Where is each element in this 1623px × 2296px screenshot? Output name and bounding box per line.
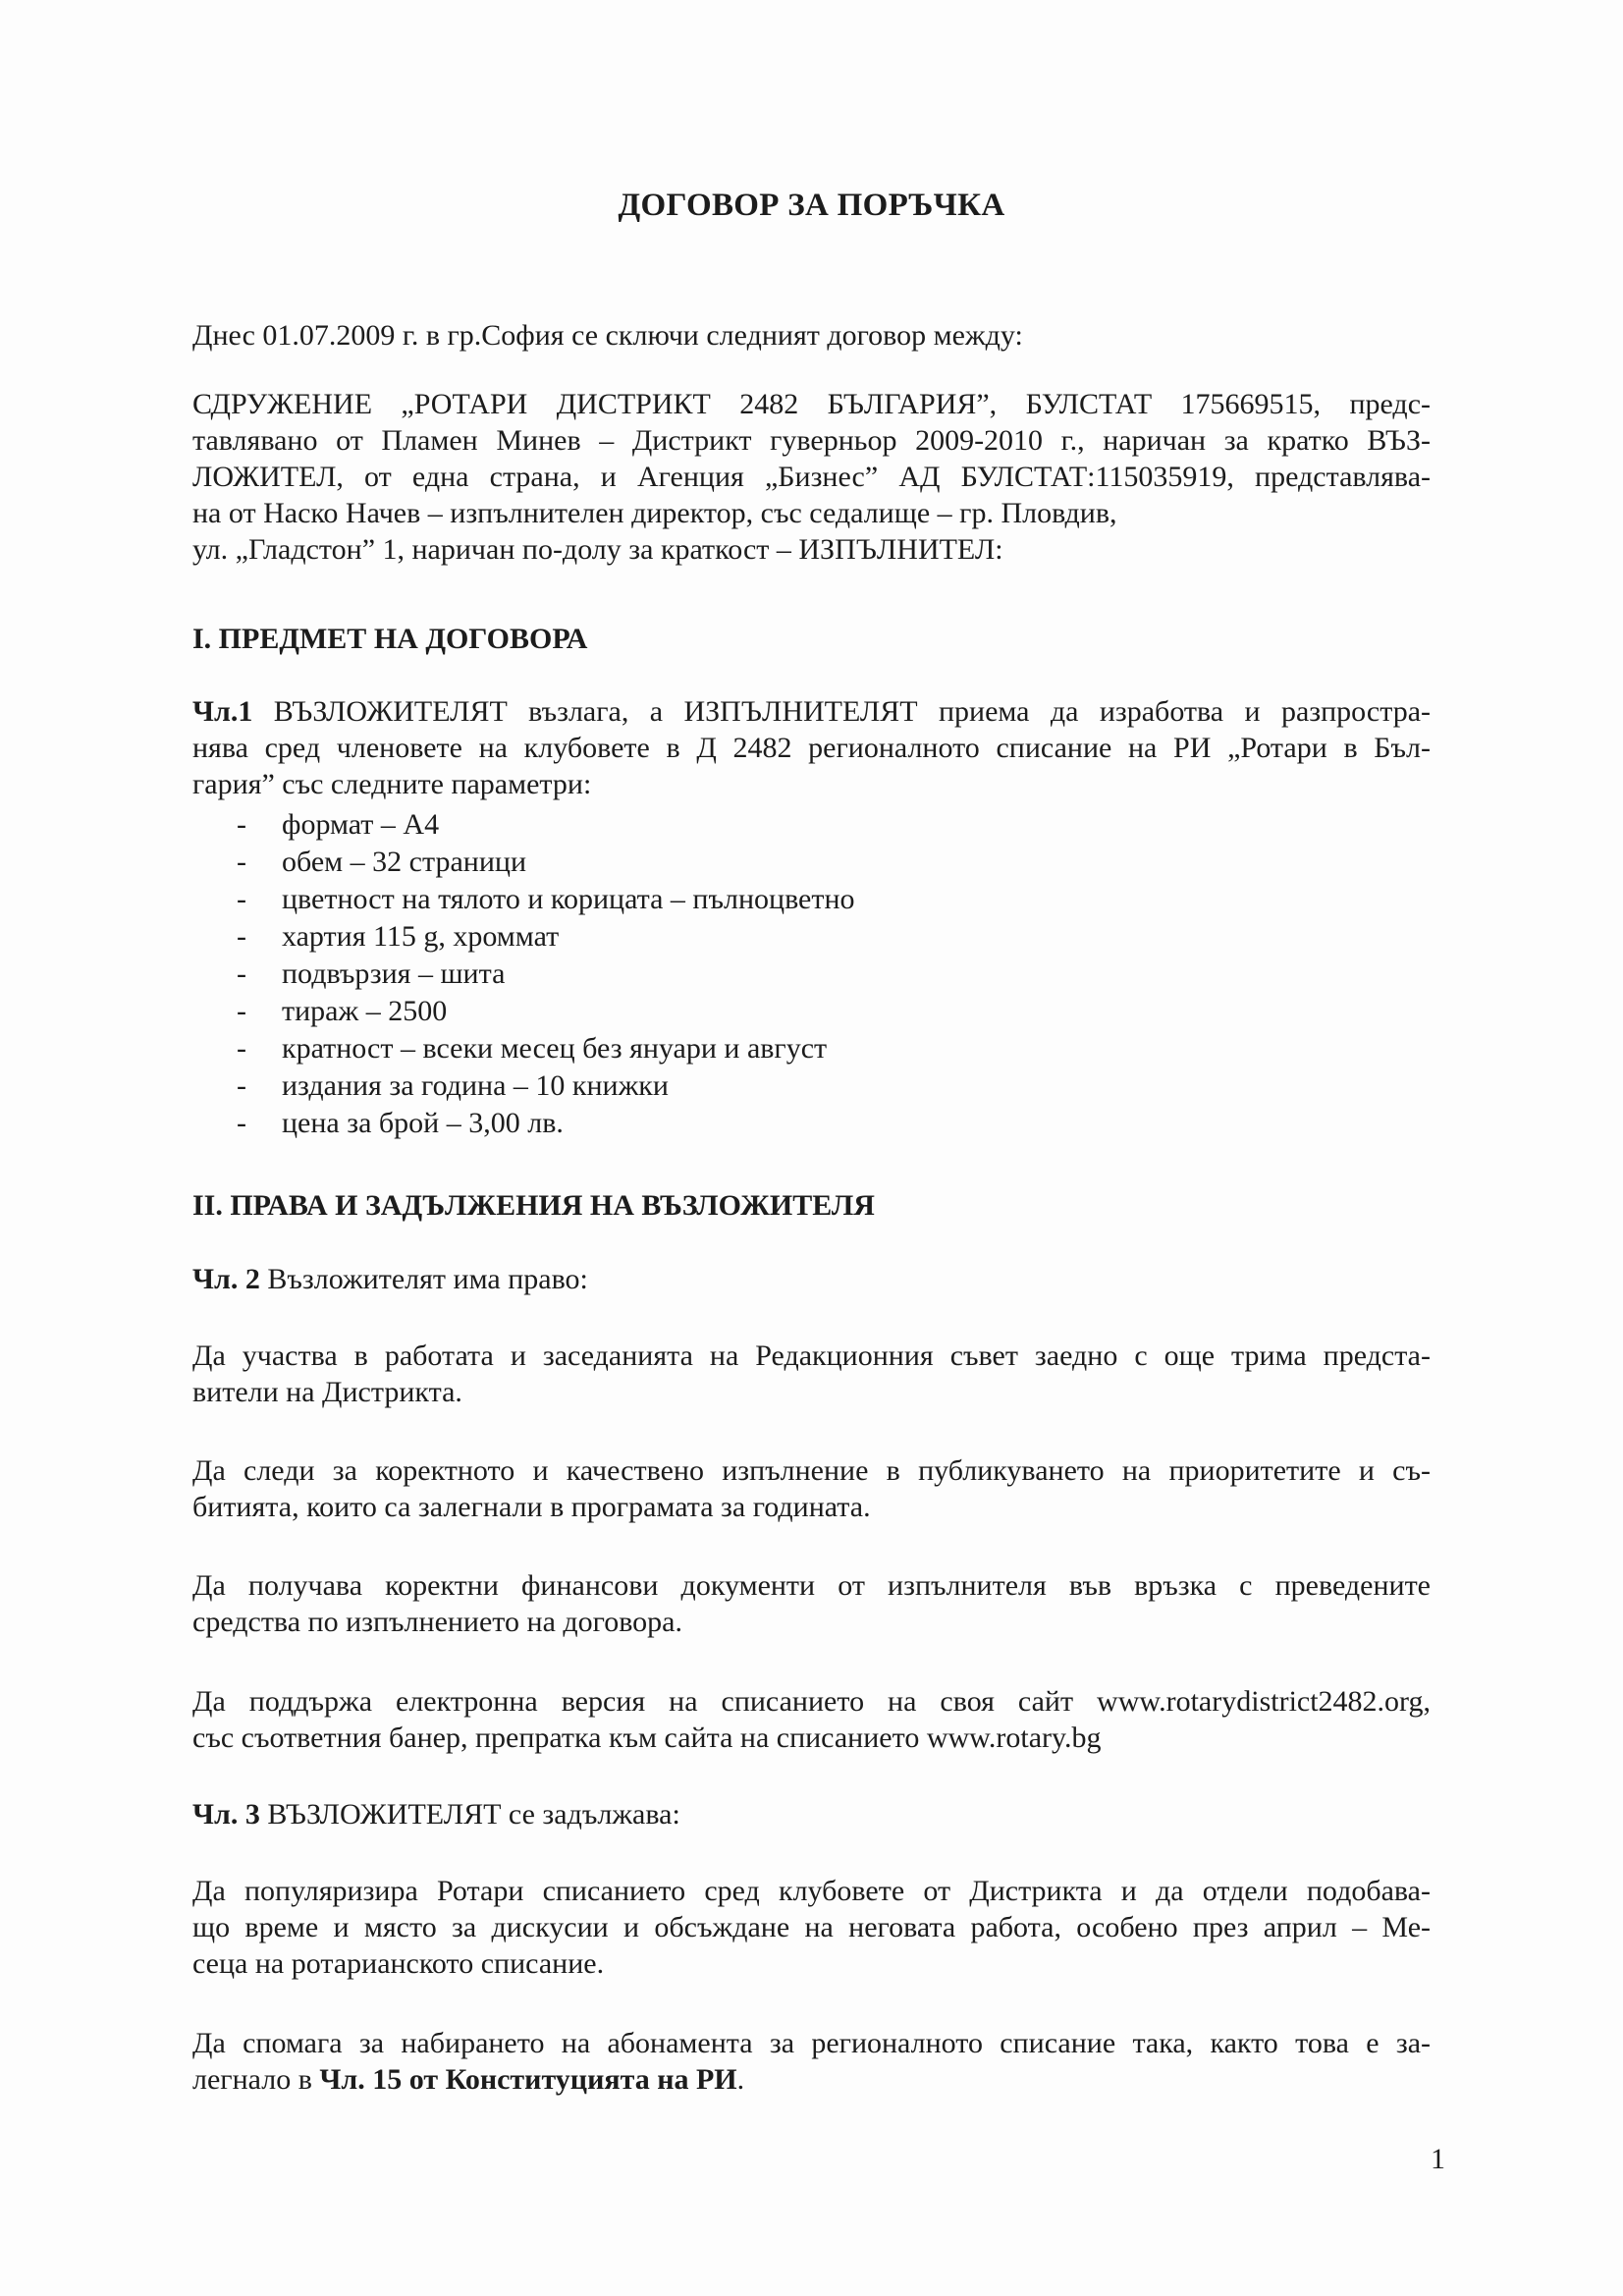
list-item: хартия 115 g, хроммат [282,920,560,953]
section-2-heading: II. ПРАВА И ЗАДЪЛЖЕНИЯ НА ВЪЗЛОЖИТЕЛЯ [192,1189,875,1222]
list-bullet: - [237,883,246,915]
list-bullet: - [237,995,246,1027]
page-number: 1 [1431,2143,1445,2175]
list-bullet: - [237,920,246,953]
list-bullet: - [237,808,246,841]
list-item: подвързия – шита [282,957,506,990]
article-1-label: Чл.1 [192,695,253,728]
article-2-text: Възложителят има право: [267,1263,588,1295]
parties-line: ул. „Гладстон” 1, наричан по-долу за краткост – ИЗПЪЛНИТЕЛ: [192,533,1003,566]
article-1-text: гария” със следните параметри: [192,768,592,800]
list-item: кратност – всеки месец без януари и август [282,1032,828,1065]
list-item: издания за година – 10 книжки [282,1069,669,1102]
article-2 [192,1261,588,1297]
list-item: формат – А4 [282,808,440,841]
list-bullet: - [237,1107,246,1139]
right-paragraph-4: Да поддържа електронна версия на списанието на своя сайт www.rotarydistrict2482.org, със съответния банер, препратка към сайта на списанието www.rotary.bg [192,1685,1431,1754]
article-1 [192,693,1431,802]
duty-paragraph-2: Да спомага за набирането на абонамента за регионалното списание така, както това е за- легнало в Чл. 15 от Конституцията на РИ. [192,2027,1431,2096]
right-paragraph-3: Да получава коректни финансови документи от изпълнителя във връзка с преведените средства по изпълнението на договора. [192,1569,1431,1638]
list-bullet: - [237,1032,246,1065]
parties-line: ЛОЖИТЕЛ, от една страна, и Агенция „Бизнес” АД БУЛСТАТ:115035919, представлява- [192,461,1431,493]
article-3 [192,1796,680,1832]
article-2-label: Чл. 2 [192,1263,260,1295]
duty-paragraph-1: Да популяризира Ротари списанието сред клубовете от Дистрикта и да отдели подобава- що време и място за дискусии и обсъждане на неговата работа, особено през април – Ме- сеца на ротарианското списание. [192,1875,1431,1980]
right-paragraph-1: Да участва в работата и заседанията на Редакционния съвет заедно с още трима предста- вители на Дистрикта. [192,1339,1431,1408]
article-1-text: нява сред членовете на клубовете в Д 2482 регионалното списание на РИ „Ротари в Бъл- [192,732,1431,764]
parties-paragraph [192,386,1431,568]
article-3-label: Чл. 3 [192,1798,260,1831]
list-item: цена за брой – 3,00 лв. [282,1107,564,1139]
list-bullet: - [237,846,246,878]
article-3-text: ВЪЗЛОЖИТЕЛЯТ се задължава: [267,1798,680,1831]
constitution-reference: Чл. 15 от Конституцията на РИ [319,2063,737,2096]
list-item: цветност на тялото и корицата – пълноцветно [282,883,855,915]
parties-line: тавлявано от Пламен Минев – Дистрикт гуверньор 2009-2010 г., наричан за кратко ВЪЗ- [192,424,1431,457]
intro-line: Днес 01.07.2009 г. в гр.София се сключи следният договор между: [192,319,1023,352]
section-1-heading: I. ПРЕДМЕТ НА ДОГОВОРА [192,623,588,655]
article-1-text: ВЪЗЛОЖИТЕЛЯТ възлага, а ИЗПЪЛНИТЕЛЯТ приема да изработва и разпростра- [273,695,1432,728]
parties-line: на от Наско Начев – изпълнителен директор, със седалище – гр. Пловдив, [192,497,1117,529]
list-bullet: - [237,957,246,990]
list-bullet: - [237,1069,246,1102]
list-item: обем – 32 страници [282,846,526,878]
right-paragraph-2: Да следи за коректното и качествено изпълнение в публикуването на приоритетите и съ- битията, които са залегнали в програмата за годината. [192,1454,1431,1523]
list-item: тираж – 2500 [282,995,448,1027]
document-title: ДОГОВОР ЗА ПОРЪЧКА [618,188,1005,223]
parties-line: СДРУЖЕНИЕ „РОТАРИ ДИСТРИКТ 2482 БЪЛГАРИЯ”, БУЛСТАТ 175669515, предс- [192,388,1431,420]
